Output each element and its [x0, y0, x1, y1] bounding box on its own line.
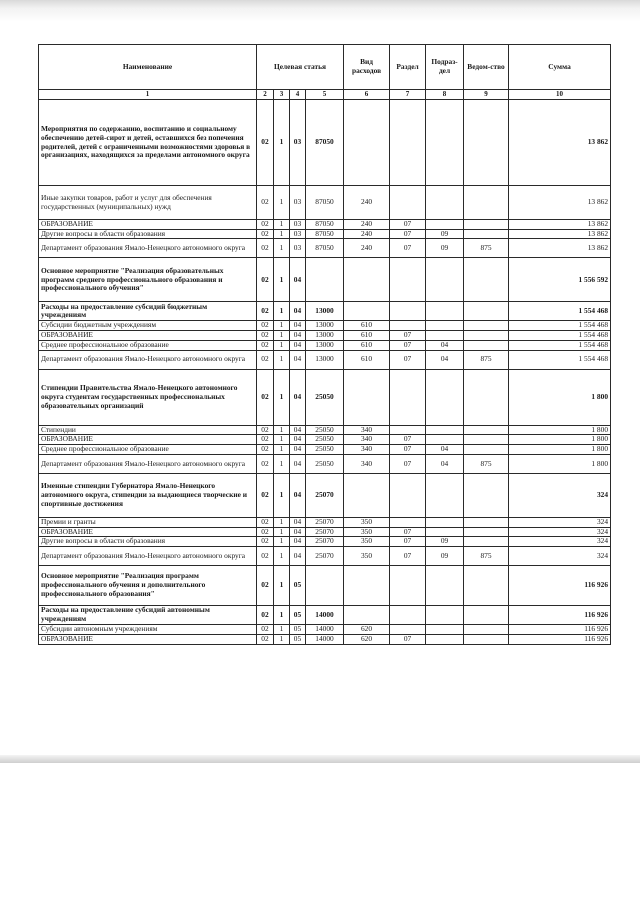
row-direction-cell: 25050	[306, 454, 344, 473]
row-expense-type-cell	[344, 100, 390, 186]
row-name-cell: ОБРАЗОВАНИЕ	[39, 331, 257, 341]
row-subsection-cell	[426, 473, 464, 517]
row-department-cell	[464, 186, 509, 220]
row-program-cell: 02	[257, 537, 274, 547]
row-subprogram-cell: 1	[274, 258, 290, 302]
row-name-cell: ОБРАЗОВАНИЕ	[39, 220, 257, 230]
row-expense-type-cell	[344, 606, 390, 625]
row-department-cell	[464, 527, 509, 537]
row-department-cell	[464, 229, 509, 239]
row-section-cell: 07	[390, 454, 426, 473]
row-activity-cell: 03	[290, 239, 306, 258]
row-subsection-cell: 09	[426, 537, 464, 547]
row-subsection-cell	[426, 425, 464, 435]
row-direction-cell	[306, 258, 344, 302]
row-direction-cell: 87050	[306, 186, 344, 220]
row-expense-type-cell: 340	[344, 435, 390, 445]
table-row	[39, 547, 611, 566]
row-subprogram-cell: 1	[274, 220, 290, 230]
row-department-cell	[464, 625, 509, 635]
row-name-cell: Премии и гранты	[39, 517, 257, 527]
header-expense-type: Вид расходов	[344, 45, 390, 90]
row-subprogram-cell: 1	[274, 425, 290, 435]
row-department-cell	[464, 340, 509, 350]
column-number: 5	[306, 90, 344, 100]
table-row	[39, 517, 611, 527]
row-expense-type-cell	[344, 258, 390, 302]
row-direction-cell: 13000	[306, 340, 344, 350]
row-activity-cell: 04	[290, 435, 306, 445]
row-section-cell	[390, 302, 426, 321]
row-program-cell: 02	[257, 331, 274, 341]
row-direction-cell	[306, 566, 344, 606]
row-department-cell: 875	[464, 454, 509, 473]
row-subprogram-cell: 1	[274, 547, 290, 566]
row-department-cell	[464, 369, 509, 425]
row-program-cell: 02	[257, 566, 274, 606]
row-subprogram-cell: 1	[274, 186, 290, 220]
row-program-cell: 02	[257, 454, 274, 473]
row-department-cell	[464, 445, 509, 455]
row-subprogram-cell: 1	[274, 100, 290, 186]
row-sum-cell: 116 926	[509, 566, 611, 606]
column-number: 1	[39, 90, 257, 100]
row-direction-cell: 14000	[306, 625, 344, 635]
row-activity-cell: 04	[290, 517, 306, 527]
row-program-cell: 02	[257, 527, 274, 537]
row-subprogram-cell: 1	[274, 369, 290, 425]
row-department-cell: 875	[464, 547, 509, 566]
table-row	[39, 445, 611, 455]
row-subprogram-cell: 1	[274, 321, 290, 331]
column-number: 2	[257, 90, 274, 100]
row-department-cell	[464, 425, 509, 435]
row-sum-cell: 1 800	[509, 425, 611, 435]
row-department-cell: 875	[464, 350, 509, 369]
table-row	[39, 220, 611, 230]
table-row	[39, 302, 611, 321]
row-section-cell: 07	[390, 239, 426, 258]
row-name-cell: Департамент образования Ямало-Ненецкого автономного округа	[39, 547, 257, 566]
table-row	[39, 229, 611, 239]
row-program-cell: 02	[257, 517, 274, 527]
row-name-cell: Расходы на предоставление субсидий автономным учреждениям	[39, 606, 257, 625]
table-row	[39, 186, 611, 220]
row-section-cell	[390, 625, 426, 635]
row-expense-type-cell	[344, 302, 390, 321]
row-sum-cell: 1 800	[509, 435, 611, 445]
row-department-cell	[464, 435, 509, 445]
header-subsection: Подраз-дел	[426, 45, 464, 90]
row-department-cell	[464, 537, 509, 547]
row-subsection-cell	[426, 606, 464, 625]
row-expense-type-cell: 620	[344, 625, 390, 635]
row-activity-cell: 05	[290, 566, 306, 606]
table-row	[39, 473, 611, 517]
row-section-cell	[390, 258, 426, 302]
row-sum-cell: 324	[509, 527, 611, 537]
row-expense-type-cell: 610	[344, 331, 390, 341]
row-subsection-cell	[426, 100, 464, 186]
row-program-cell: 02	[257, 435, 274, 445]
row-name-cell: Среднее профессиональное образование	[39, 340, 257, 350]
row-section-cell	[390, 517, 426, 527]
row-program-cell: 02	[257, 445, 274, 455]
row-direction-cell: 13000	[306, 331, 344, 341]
row-department-cell	[464, 302, 509, 321]
row-sum-cell: 116 926	[509, 606, 611, 625]
row-subprogram-cell: 1	[274, 634, 290, 644]
row-subsection-cell: 04	[426, 340, 464, 350]
row-subsection-cell	[426, 527, 464, 537]
row-name-cell: Субсидии бюджетным учреждениям	[39, 321, 257, 331]
column-number: 9	[464, 90, 509, 100]
row-subprogram-cell: 1	[274, 302, 290, 321]
row-activity-cell: 03	[290, 100, 306, 186]
row-expense-type-cell: 350	[344, 547, 390, 566]
row-expense-type-cell	[344, 566, 390, 606]
row-activity-cell: 04	[290, 445, 306, 455]
row-section-cell: 07	[390, 340, 426, 350]
row-activity-cell: 04	[290, 369, 306, 425]
row-sum-cell: 324	[509, 537, 611, 547]
header-section: Раздел	[390, 45, 426, 90]
row-expense-type-cell: 620	[344, 634, 390, 644]
row-subprogram-cell: 1	[274, 517, 290, 527]
row-direction-cell: 25050	[306, 425, 344, 435]
row-name-cell: Стипендии Правительства Ямало-Ненецкого автономного округа студентам государственных профессиональных образовательных организаций	[39, 369, 257, 425]
row-expense-type-cell: 610	[344, 321, 390, 331]
table-row	[39, 566, 611, 606]
row-department-cell	[464, 331, 509, 341]
row-direction-cell: 14000	[306, 634, 344, 644]
row-program-cell: 02	[257, 321, 274, 331]
row-section-cell: 07	[390, 220, 426, 230]
row-section-cell	[390, 606, 426, 625]
table-row	[39, 239, 611, 258]
header-name: Наименование	[39, 45, 257, 90]
row-program-cell: 02	[257, 100, 274, 186]
row-direction-cell: 13000	[306, 321, 344, 331]
row-name-cell: Департамент образования Ямало-Ненецкого автономного округа	[39, 454, 257, 473]
row-activity-cell: 04	[290, 537, 306, 547]
row-sum-cell: 1 554 468	[509, 321, 611, 331]
table-row	[39, 258, 611, 302]
row-section-cell	[390, 100, 426, 186]
row-sum-cell: 116 926	[509, 625, 611, 635]
table-row	[39, 435, 611, 445]
row-direction-cell: 25050	[306, 445, 344, 455]
row-sum-cell: 13 862	[509, 186, 611, 220]
row-name-cell: Среднее профессиональное образование	[39, 445, 257, 455]
row-subsection-cell: 09	[426, 547, 464, 566]
row-sum-cell: 1 554 468	[509, 302, 611, 321]
row-sum-cell: 1 554 468	[509, 350, 611, 369]
row-activity-cell: 04	[290, 350, 306, 369]
row-sum-cell: 13 862	[509, 239, 611, 258]
row-name-cell: ОБРАЗОВАНИЕ	[39, 527, 257, 537]
row-name-cell: Основное мероприятие "Реализация образовательных программ среднего профессионального образования и профессионального обучения"	[39, 258, 257, 302]
row-expense-type-cell	[344, 473, 390, 517]
row-direction-cell: 25050	[306, 369, 344, 425]
table-row	[39, 321, 611, 331]
row-name-cell: Именные стипендии Губернатора Ямало-Ненецкого автономного округа, стипендии за выдающиеся творческие и спортивные достижения	[39, 473, 257, 517]
row-program-cell: 02	[257, 425, 274, 435]
row-program-cell: 02	[257, 369, 274, 425]
row-subprogram-cell: 1	[274, 454, 290, 473]
row-section-cell: 07	[390, 445, 426, 455]
table-row	[39, 625, 611, 635]
scan-bottom-edge	[0, 755, 640, 763]
row-program-cell: 02	[257, 625, 274, 635]
row-expense-type-cell	[344, 369, 390, 425]
row-subsection-cell	[426, 331, 464, 341]
header-target-article: Целевая статья	[257, 45, 344, 90]
row-program-cell: 02	[257, 239, 274, 258]
row-name-cell: Субсидии автономным учреждениям	[39, 625, 257, 635]
row-direction-cell: 13000	[306, 350, 344, 369]
row-subsection-cell	[426, 435, 464, 445]
row-activity-cell: 04	[290, 473, 306, 517]
row-activity-cell: 05	[290, 625, 306, 635]
row-activity-cell: 04	[290, 454, 306, 473]
row-sum-cell: 13 862	[509, 229, 611, 239]
row-subsection-cell	[426, 186, 464, 220]
row-section-cell: 07	[390, 547, 426, 566]
row-name-cell: Департамент образования Ямало-Ненецкого автономного округа	[39, 350, 257, 369]
table-body	[39, 100, 611, 645]
row-direction-cell: 25070	[306, 527, 344, 537]
row-subsection-cell	[426, 220, 464, 230]
row-name-cell: Департамент образования Ямало-Ненецкого автономного округа	[39, 239, 257, 258]
row-sum-cell: 324	[509, 473, 611, 517]
row-sum-cell: 13 862	[509, 100, 611, 186]
row-section-cell: 07	[390, 331, 426, 341]
row-activity-cell: 03	[290, 229, 306, 239]
row-subprogram-cell: 1	[274, 566, 290, 606]
row-direction-cell: 87050	[306, 239, 344, 258]
row-expense-type-cell: 240	[344, 239, 390, 258]
row-name-cell: Расходы на предоставление субсидий бюджетным учреждениям	[39, 302, 257, 321]
row-sum-cell: 1 800	[509, 369, 611, 425]
row-program-cell: 02	[257, 258, 274, 302]
table-row	[39, 331, 611, 341]
row-section-cell	[390, 425, 426, 435]
row-activity-cell: 04	[290, 527, 306, 537]
row-name-cell: Другие вопросы в области образования	[39, 537, 257, 547]
row-activity-cell: 05	[290, 634, 306, 644]
row-direction-cell: 25050	[306, 435, 344, 445]
row-activity-cell: 04	[290, 340, 306, 350]
row-subprogram-cell: 1	[274, 229, 290, 239]
row-sum-cell: 1 800	[509, 454, 611, 473]
row-subsection-cell	[426, 566, 464, 606]
row-section-cell: 07	[390, 350, 426, 369]
row-department-cell	[464, 321, 509, 331]
row-program-cell: 02	[257, 186, 274, 220]
row-expense-type-cell: 240	[344, 229, 390, 239]
row-program-cell: 02	[257, 229, 274, 239]
row-department-cell	[464, 100, 509, 186]
table-row	[39, 350, 611, 369]
row-section-cell	[390, 321, 426, 331]
table-row	[39, 634, 611, 644]
row-subprogram-cell: 1	[274, 445, 290, 455]
row-subsection-cell: 09	[426, 229, 464, 239]
row-subprogram-cell: 1	[274, 527, 290, 537]
row-subprogram-cell: 1	[274, 331, 290, 341]
row-program-cell: 02	[257, 606, 274, 625]
row-activity-cell: 04	[290, 331, 306, 341]
row-name-cell: Иные закупки товаров, работ и услуг для обеспечения государственных (муниципальных) нужд	[39, 186, 257, 220]
row-subprogram-cell: 1	[274, 473, 290, 517]
row-subsection-cell: 09	[426, 239, 464, 258]
row-program-cell: 02	[257, 220, 274, 230]
row-subsection-cell	[426, 517, 464, 527]
row-expense-type-cell: 350	[344, 517, 390, 527]
row-program-cell: 02	[257, 634, 274, 644]
table-row	[39, 100, 611, 186]
row-subprogram-cell: 1	[274, 350, 290, 369]
row-name-cell: Стипендии	[39, 425, 257, 435]
row-expense-type-cell: 240	[344, 186, 390, 220]
row-subsection-cell: 04	[426, 445, 464, 455]
row-sum-cell: 1 554 468	[509, 340, 611, 350]
row-department-cell	[464, 220, 509, 230]
row-direction-cell: 87050	[306, 229, 344, 239]
row-sum-cell: 13 862	[509, 220, 611, 230]
row-name-cell: ОБРАЗОВАНИЕ	[39, 435, 257, 445]
row-department-cell: 875	[464, 239, 509, 258]
table-row	[39, 527, 611, 537]
header-department: Ведом-ство	[464, 45, 509, 90]
row-program-cell: 02	[257, 302, 274, 321]
row-section-cell	[390, 369, 426, 425]
row-name-cell: Другие вопросы в области образования	[39, 229, 257, 239]
row-direction-cell: 25070	[306, 537, 344, 547]
table-row	[39, 454, 611, 473]
row-subsection-cell	[426, 625, 464, 635]
table-row	[39, 537, 611, 547]
row-sum-cell: 1 800	[509, 445, 611, 455]
row-name-cell: Мероприятия по содержанию, воспитанию и социальному обеспечению детей-сирот и детей, оставшихся без попечения родителей, детей с ограниченными возможностями здоровья в организациях, находящихся за пределами автономного округа	[39, 100, 257, 186]
row-subsection-cell	[426, 634, 464, 644]
row-name-cell: ОБРАЗОВАНИЕ	[39, 634, 257, 644]
row-department-cell	[464, 566, 509, 606]
row-subsection-cell	[426, 302, 464, 321]
row-subsection-cell	[426, 369, 464, 425]
row-subprogram-cell: 1	[274, 537, 290, 547]
row-activity-cell: 03	[290, 186, 306, 220]
row-sum-cell: 324	[509, 547, 611, 566]
row-department-cell	[464, 258, 509, 302]
column-number: 3	[274, 90, 290, 100]
row-direction-cell: 25070	[306, 547, 344, 566]
row-direction-cell: 87050	[306, 100, 344, 186]
table-row	[39, 369, 611, 425]
row-section-cell: 07	[390, 634, 426, 644]
row-subprogram-cell: 1	[274, 625, 290, 635]
row-program-cell: 02	[257, 340, 274, 350]
row-activity-cell: 04	[290, 425, 306, 435]
row-subsection-cell: 04	[426, 350, 464, 369]
row-section-cell	[390, 566, 426, 606]
row-subsection-cell	[426, 321, 464, 331]
column-number: 7	[390, 90, 426, 100]
row-section-cell	[390, 186, 426, 220]
table-row	[39, 340, 611, 350]
row-sum-cell: 116 926	[509, 634, 611, 644]
row-sum-cell: 1 556 592	[509, 258, 611, 302]
row-expense-type-cell: 610	[344, 350, 390, 369]
row-subprogram-cell: 1	[274, 239, 290, 258]
column-number: 10	[509, 90, 611, 100]
row-activity-cell: 05	[290, 606, 306, 625]
row-section-cell: 07	[390, 527, 426, 537]
row-program-cell: 02	[257, 547, 274, 566]
row-expense-type-cell: 240	[344, 220, 390, 230]
row-sum-cell: 1 554 468	[509, 331, 611, 341]
row-section-cell: 07	[390, 537, 426, 547]
row-activity-cell: 04	[290, 547, 306, 566]
row-program-cell: 02	[257, 350, 274, 369]
row-section-cell: 07	[390, 229, 426, 239]
row-activity-cell: 04	[290, 258, 306, 302]
row-subprogram-cell: 1	[274, 606, 290, 625]
row-direction-cell: 25070	[306, 517, 344, 527]
column-number: 4	[290, 90, 306, 100]
row-subprogram-cell: 1	[274, 435, 290, 445]
header-sum: Сумма	[509, 45, 611, 90]
row-section-cell: 07	[390, 435, 426, 445]
header-row	[39, 45, 611, 90]
row-expense-type-cell: 340	[344, 454, 390, 473]
row-program-cell: 02	[257, 473, 274, 517]
row-activity-cell: 03	[290, 220, 306, 230]
table-row	[39, 606, 611, 625]
table-row	[39, 425, 611, 435]
row-activity-cell: 04	[290, 321, 306, 331]
row-sum-cell: 324	[509, 517, 611, 527]
row-subprogram-cell: 1	[274, 340, 290, 350]
row-direction-cell: 13000	[306, 302, 344, 321]
row-subsection-cell	[426, 258, 464, 302]
column-number-row	[39, 90, 611, 100]
row-expense-type-cell: 350	[344, 537, 390, 547]
column-number: 6	[344, 90, 390, 100]
row-expense-type-cell: 610	[344, 340, 390, 350]
row-direction-cell: 87050	[306, 220, 344, 230]
row-activity-cell: 04	[290, 302, 306, 321]
column-number: 8	[426, 90, 464, 100]
row-subsection-cell: 04	[426, 454, 464, 473]
budget-table	[38, 44, 611, 645]
row-direction-cell: 25070	[306, 473, 344, 517]
row-department-cell	[464, 473, 509, 517]
row-section-cell	[390, 473, 426, 517]
row-department-cell	[464, 634, 509, 644]
row-expense-type-cell: 350	[344, 527, 390, 537]
row-expense-type-cell: 340	[344, 445, 390, 455]
row-department-cell	[464, 517, 509, 527]
row-department-cell	[464, 606, 509, 625]
row-name-cell: Основное мероприятие "Реализация программ профессионального обучения и дополнительного профессионального образования"	[39, 566, 257, 606]
row-expense-type-cell: 340	[344, 425, 390, 435]
row-direction-cell: 14000	[306, 606, 344, 625]
